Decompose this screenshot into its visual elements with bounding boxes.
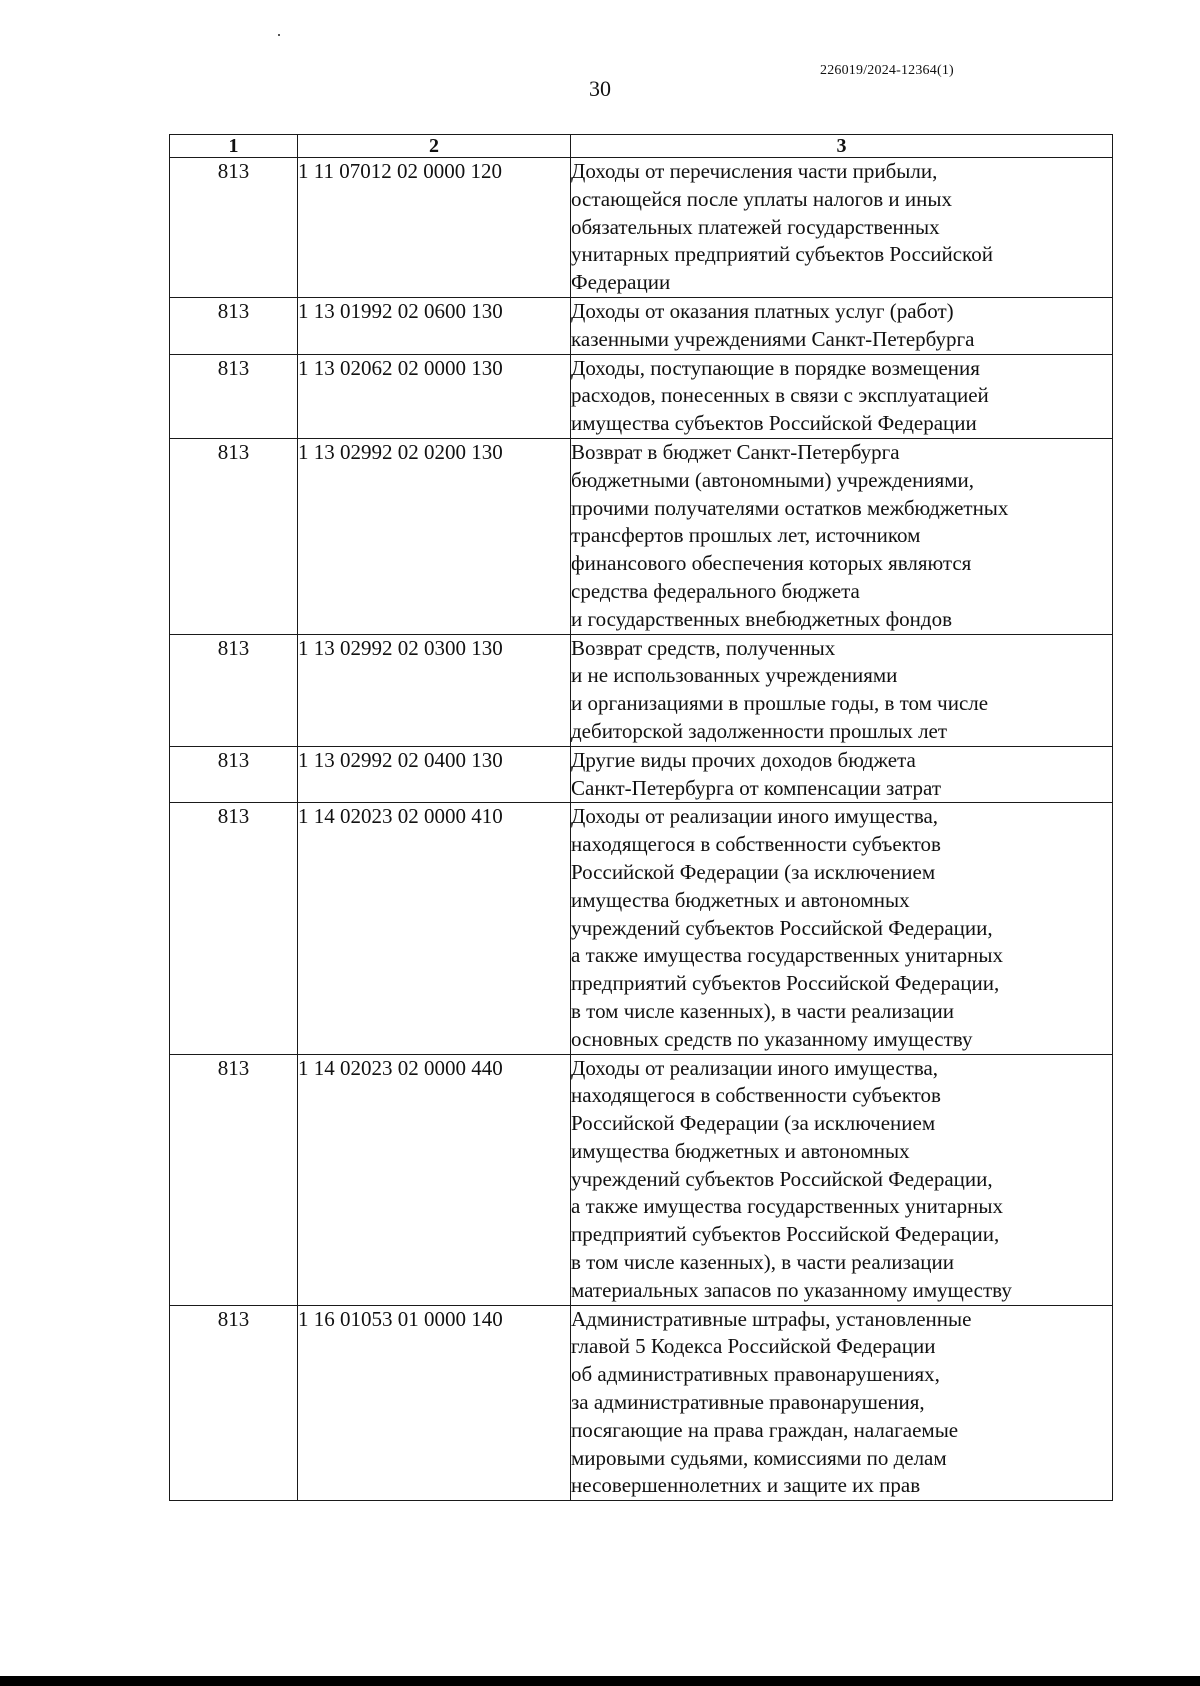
description-line: предприятий субъектов Российской Федерации, — [571, 971, 1000, 996]
description-line: Административные штрафы, установленные — [571, 1306, 972, 1331]
table-row — [170, 297, 1113, 354]
revenue-description-cell — [571, 438, 1113, 634]
revenue-code-cell: 1 13 02992 02 0300 130 — [298, 634, 571, 746]
revenue-description-cell — [571, 1054, 1113, 1305]
column-header-1: 1 — [170, 135, 298, 158]
table-row — [170, 438, 1113, 634]
description-line: дебиторской задолженности прошлых лет — [571, 718, 948, 743]
description-line: а также имущества государственных унитарных — [571, 1194, 1003, 1219]
admin-code-cell: 813 — [170, 1054, 298, 1305]
description-line: материальных запасов по указанному имуществу — [571, 1277, 1012, 1302]
page-number: 30 — [589, 76, 611, 101]
column-header-2: 2 — [298, 135, 571, 158]
revenue-code-cell: 1 13 02062 02 0000 130 — [298, 354, 571, 438]
description-line: Федерации — [571, 270, 671, 295]
admin-code-cell: 813 — [170, 438, 298, 634]
column-header-3: 3 — [571, 135, 1113, 158]
description-line: Доходы от реализации иного имущества, — [571, 1055, 939, 1080]
admin-code-cell: 813 — [170, 1305, 298, 1501]
revenue-code-cell: 1 14 02023 02 0000 410 — [298, 803, 571, 1054]
revenue-code-cell: 1 16 01053 01 0000 140 — [298, 1305, 571, 1501]
description-line: Другие виды прочих доходов бюджета — [571, 747, 916, 772]
description-line: мировыми судьями, комиссиями по делам — [571, 1445, 947, 1470]
table-header-row — [170, 135, 1113, 158]
revenue-description-cell — [571, 746, 1113, 803]
description-line: Российской Федерации (за исключением — [571, 1111, 936, 1136]
revenue-description-cell — [571, 354, 1113, 438]
revenue-code-cell: 1 14 02023 02 0000 440 — [298, 1054, 571, 1305]
scan-bottom-edge — [0, 1676, 1200, 1686]
revenue-classification-table — [169, 134, 1113, 1501]
description-line: Возврат средств, полученных — [571, 635, 836, 660]
description-line: в том числе казенных), в части реализации — [571, 998, 954, 1023]
table-row — [170, 746, 1113, 803]
table-body — [170, 158, 1113, 1501]
description-line: и государственных внебюджетных фондов — [571, 606, 953, 631]
description-line: предприятий субъектов Российской Федерации, — [571, 1222, 1000, 1247]
table-row — [170, 158, 1113, 298]
description-line: прочими получателями остатков межбюджетных — [571, 495, 1009, 520]
revenue-description-cell — [571, 803, 1113, 1054]
description-line: трансфертов прошлых лет, источником — [571, 523, 921, 548]
admin-code-cell: 813 — [170, 354, 298, 438]
revenue-code-cell: 1 13 02992 02 0200 130 — [298, 438, 571, 634]
description-line: несовершеннолетних и защите их прав — [571, 1473, 921, 1498]
description-line: казенными учреждениями Санкт-Петербурга — [571, 326, 975, 351]
document-number: 226019/2024-12364(1) — [820, 63, 954, 78]
description-line: об административных правонарушениях, — [571, 1362, 940, 1387]
admin-code-cell: 813 — [170, 634, 298, 746]
table-header — [170, 135, 1113, 158]
table-row — [170, 803, 1113, 1054]
revenue-description-cell — [571, 297, 1113, 354]
description-line: Доходы, поступающие в порядке возмещения — [571, 355, 980, 380]
description-line: Доходы от перечисления части прибыли, — [571, 159, 938, 183]
description-line: Доходы от оказания платных услуг (работ) — [571, 298, 954, 323]
revenue-description-cell — [571, 634, 1113, 746]
description-line: бюджетными (автономными) учреждениями, — [571, 467, 975, 492]
admin-code-cell: 813 — [170, 803, 298, 1054]
description-line: имущества бюджетных и автономных — [571, 887, 910, 912]
scan-speck — [278, 34, 280, 36]
admin-code-cell: 813 — [170, 297, 298, 354]
description-line: Доходы от реализации иного имущества, — [571, 804, 939, 829]
revenue-description-cell — [571, 1305, 1113, 1501]
description-line: Возврат в бюджет Санкт-Петербурга — [571, 439, 900, 464]
revenue-description-cell — [571, 158, 1113, 298]
table-row — [170, 1305, 1113, 1501]
revenue-code-cell: 1 13 02992 02 0400 130 — [298, 746, 571, 803]
admin-code-cell: 813 — [170, 158, 298, 298]
description-line: основных средств по указанному имуществу — [571, 1026, 973, 1051]
description-line: имущества бюджетных и автономных — [571, 1138, 910, 1163]
description-line: и не использованных учреждениями — [571, 663, 898, 688]
description-line: и организациями в прошлые годы, в том числе — [571, 691, 989, 716]
description-line: Российской Федерации (за исключением — [571, 859, 936, 884]
description-line: за административные правонарушения, — [571, 1390, 925, 1415]
description-line: учреждений субъектов Российской Федерации, — [571, 1166, 993, 1191]
table-row — [170, 1054, 1113, 1305]
description-line: финансового обеспечения которых являются — [571, 551, 972, 576]
description-line: расходов, понесенных в связи с эксплуатацией — [571, 383, 989, 408]
description-line: средства федерального бюджета — [571, 578, 860, 603]
description-line: находящегося в собственности субъектов — [571, 1083, 941, 1108]
description-line: а также имущества государственных унитарных — [571, 943, 1003, 968]
description-line: главой 5 Кодекса Российской Федерации — [571, 1334, 936, 1359]
description-line: обязательных платежей государственных — [571, 214, 940, 239]
description-line: учреждений субъектов Российской Федерации, — [571, 915, 993, 940]
table-row — [170, 634, 1113, 746]
description-line: находящегося в собственности субъектов — [571, 832, 941, 857]
admin-code-cell: 813 — [170, 746, 298, 803]
table-row — [170, 354, 1113, 438]
description-line: унитарных предприятий субъектов Российской — [571, 242, 993, 267]
description-line: посягающие на права граждан, налагаемые — [571, 1417, 959, 1442]
description-line: в том числе казенных), в части реализации — [571, 1250, 954, 1275]
description-line: имущества субъектов Российской Федерации — [571, 411, 977, 436]
revenue-code-cell: 1 11 07012 02 0000 120 — [298, 158, 571, 298]
description-line: Санкт-Петербурга от компенсации затрат — [571, 775, 942, 800]
description-line: остающейся после уплаты налогов и иных — [571, 186, 952, 211]
revenue-code-cell: 1 13 01992 02 0600 130 — [298, 297, 571, 354]
